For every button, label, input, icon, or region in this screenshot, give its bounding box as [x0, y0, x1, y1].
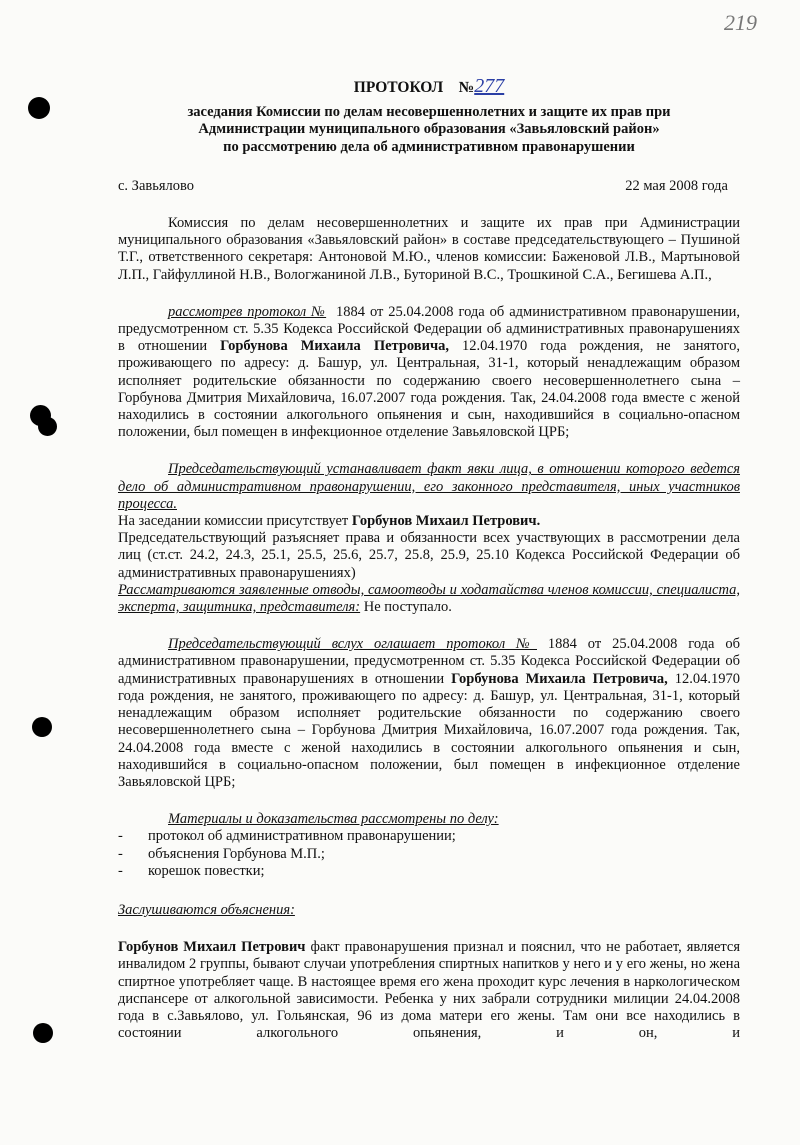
subtitle-line-2: Администрации муниципального образования «Завьяловский район» [198, 121, 660, 138]
reviewed-paragraph: рассмотрев протокол № 1884 от 25.04.2008 года об административном правонарушении, предусмотренном ст. 5.35 Кодекса Российской Федерации об административных правонарушениях в отношении Горбунова Михаила Петровича, 12.04.1970 года рождения, не занятого, проживающего по адресу: д. Башур, ул. Центральная, 31-1, который ненадлежащим образом исполняет родительские обязанности по содержанию своего несовершеннолетнего сына – Горбунова Дмитрия Михайловича, 16.07.2007 года рождения. Так, 24.04.2008 года вместе с женой находились в состоянии алкогольного опьянения и сын, находившийся в социально-опасном положении, был помещен в инфекционное отделение Завьяловской ЦРБ; [118, 303, 741, 441]
challenges-paragraph: Рассматриваются заявленные отводы, самоотводы и ходатайства членов комиссии, специалиста, эксперта, защитника, представителя: Не поступало. [118, 581, 740, 616]
title-word: ПРОТОКОЛ [353, 79, 444, 96]
binder-hole [28, 97, 50, 119]
announced-offender-name: Горбунова Михаила Петровича, [451, 670, 668, 687]
list-item: - протокол об административном правонарушении; [118, 828, 740, 845]
page-folio-number: 219 [724, 10, 757, 35]
subtitle-line-3: по рассмотрению дела об административном правонарушении [223, 138, 635, 155]
commission-composition: Комиссия по делам несовершеннолетних и защите их прав при Администрации муниципального образования «Завьяловский район» в составе председательствующего – Пушиной Т.Г., ответственного секретаря: Антоновой М.Ю., членов комиссии: Баженовой Л.В., Мартыновой Л.П., Гайфуллиной Н.В., Вологжаниной Л.В., Буториной В.С., Трошкиной С.А., Бегишева А.П., [118, 215, 740, 283]
binder-hole [32, 717, 52, 737]
date: 22 мая 2008 года [625, 177, 728, 194]
announcement-lead: Председательствующий вслух оглашает протокол № [168, 636, 537, 653]
reviewed-lead: рассмотрев протокол № [168, 303, 327, 320]
document-body [118, 75, 741, 1042]
explanations-heading: Заслушиваются объяснения: [118, 901, 295, 918]
subtitle-line-1: заседания Комиссии по делам несовершеннолетних и защите их прав при [187, 104, 671, 121]
rights-paragraph: Председательствующий разъясняет права и обязанности всех участвующих в рассмотрении дела лиц (ст.ст. 24.2, 24.3, 25.1, 25.5, 25.6, 25.7, 25.8, 25.9, 25.10 Кодекса Российской Федерации об административных правонарушениях) [118, 530, 740, 581]
materials-heading: Материалы и доказательства рассмотрены по делу: [168, 811, 499, 828]
announcement-paragraph: Председательствующий вслух оглашает протокол № 1884 от 25.04.2008 года об административном правонарушении, предусмотренном ст. 5.35 Кодекса Российской Федерации об административных правонарушениях в отношении Горбунова Михаила Петровича, 12.04.1970 года рождения, не занятого, проживающего по адресу: д. Башур, ул. Центральная, 31-1, который ненадлежащим образом исполняет родительские обязанности по содержанию своего несовершеннолетнего сына – Горбунова Дмитрия Михайловича, 16.07.2007 года рождения. Так, 24.04.2008 года вместе с женой находились в состоянии алкогольного опьянения и сын, находившийся в социально-опасном положении, был помещен в инфекционное отделение Завьяловской ЦРБ; [118, 636, 741, 790]
explainer-name: Горбунов Михаил Петрович [118, 939, 306, 956]
handwritten-protocol-number: 277 [474, 75, 505, 97]
list-item: - корешок повестки; [118, 863, 740, 880]
list-item: - объяснения Горбунова М.П.; [118, 846, 740, 863]
place: с. Завьялово [118, 177, 194, 194]
offender-name: Горбунова Михаила Петровича, [220, 338, 450, 355]
binder-hole [38, 417, 57, 436]
explanations-paragraph: Горбунов Михаил Петрович факт правонарушения признал и пояснил, что не работает, является инвалидом 2 группы, бывают случаи употребления спиртных напитков у него и у его жены, но жена спиртное употребляет чаще. В настоящее время его жена проходит курс лечения в наркологическом диспансере от алкогольной зависимости. Ребенка у них забрали сотрудники милиции 24.04.2008 года в с.Завьялово, ул. Гольянская, 96 из дома матери его жены. Там они все находились в состоянии алкогольного опьянения, и он, и [118, 939, 741, 1042]
present-name: Горбунов Михаил Петрович. [351, 513, 541, 530]
binder-hole [33, 1023, 53, 1043]
place-date-line [118, 178, 740, 195]
appearance-heading: Председательствующий устанавливает факт явки лица, в отношении которого ведется дело об административном правонарушении, его законного представителя, иных участников процесса. [118, 461, 740, 512]
protocol-title [118, 75, 740, 97]
number-sign: № [458, 79, 475, 96]
present-line: На заседании комиссии присутствует Горбунов Михаил Петрович. [118, 513, 541, 530]
materials-list [118, 828, 740, 880]
